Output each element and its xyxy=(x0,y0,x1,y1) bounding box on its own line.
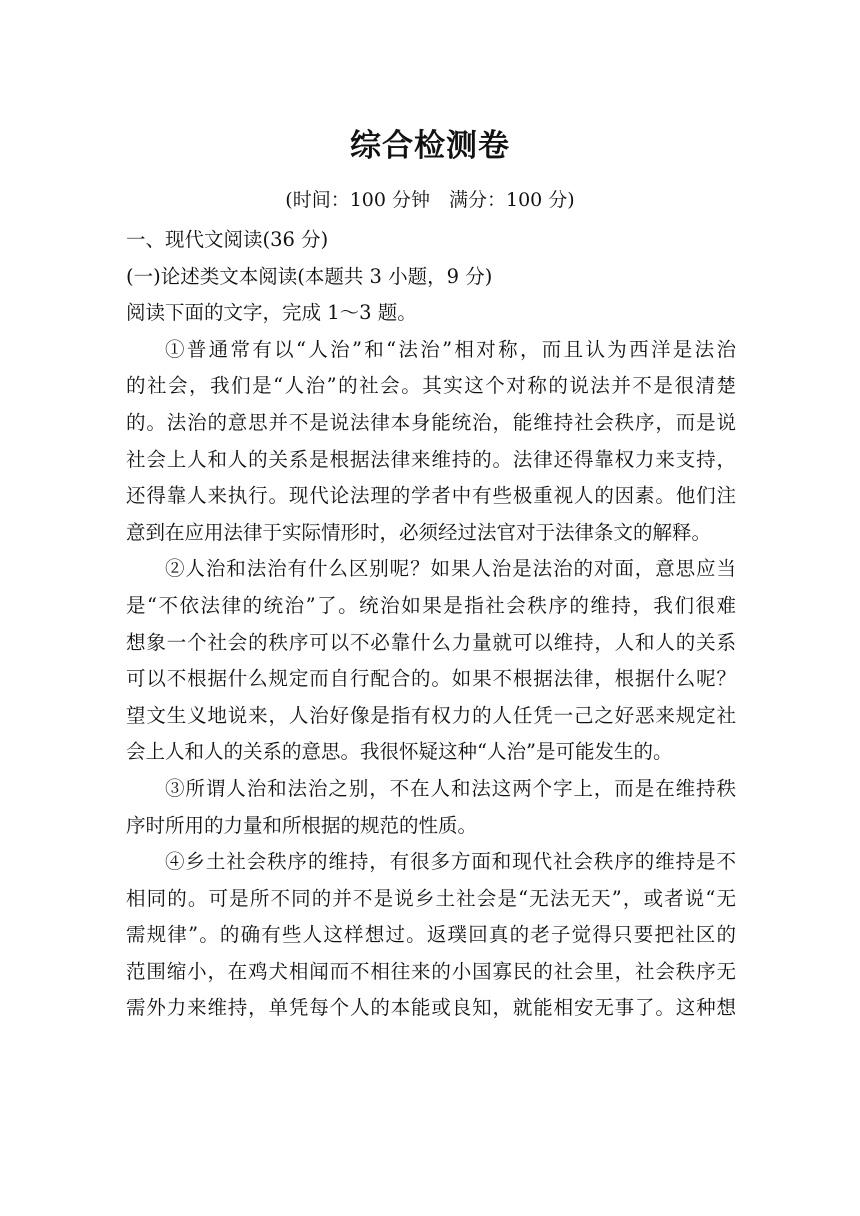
reading-instruction: 阅读下面的文字，完成 1～3 题。 xyxy=(126,301,417,325)
paragraph-1-line: ①普通常有以“人治”和“法治”相对称，而且认为西洋是法治 xyxy=(165,337,736,361)
paragraph-3-line: 序时所用的力量和所根据的规范的性质。 xyxy=(126,813,478,837)
paragraph-4-line: 需规律”。的确有些人这样想过。返璞回真的老子觉得只要把社区的 xyxy=(126,923,736,947)
exam-time-and-score: (时间：100 分钟 满分：100 分) xyxy=(285,189,575,211)
paragraph-4-line: 相同的。可是所不同的并不是说乡土社会是“无法无天”，或者说“无 xyxy=(126,886,736,910)
paragraph-1-line: 的。法治的意思并不是说法律本身能统治，能维持社会秩序，而是说 xyxy=(126,410,736,434)
paragraph-2-line: 会上人和人的关系的意思。我很怀疑这种“人治”是可能发生的。 xyxy=(126,740,673,764)
document-body xyxy=(126,222,736,1027)
paragraph-1-line: 社会上人和人的关系是根据法律来维持的。法律还得靠权力来支持， xyxy=(126,447,736,471)
paragraph-4-line: 范围缩小，在鸡犬相闻而不相往来的小国寡民的社会里，社会秩序无 xyxy=(126,959,736,983)
page-title: 综合检测卷 xyxy=(350,128,510,164)
paragraph-2-line: 可以不根据什么规定而自行配合的。如果不根据法律，根据什么呢？ xyxy=(126,667,736,691)
paragraph-2-line: 想象一个社会的秩序可以不必靠什么力量就可以维持，人和人的关系 xyxy=(126,630,736,654)
paragraph-4-line: 需外力来维持，单凭每个人的本能或良知，就能相安无事了。这种想 xyxy=(126,996,736,1020)
paragraph-4-line: ④乡土社会秩序的维持，有很多方面和现代社会秩序的维持是不 xyxy=(165,850,736,874)
paragraph-1-line: 的社会，我们是“人治”的社会。其实这个对称的说法并不是很清楚 xyxy=(126,374,736,398)
paragraph-1-line: 意到在应用法律于实际情形时，必须经过法官对于法律条文的解释。 xyxy=(126,520,712,544)
paragraph-3-line: ③所谓人治和法治之别，不在人和法这两个字上，而是在维持秩 xyxy=(165,776,736,800)
paragraph-1-line: 还得靠人来执行。现代论法理的学者中有些极重视人的因素。他们注 xyxy=(126,484,736,508)
paragraph-2-line: 是“不依法律的统治”了。统治如果是指社会秩序的维持，我们很难 xyxy=(126,593,736,617)
paragraph-2-line: 望文生义地说来，人治好像是指有权力的人任凭一己之好恶来规定社 xyxy=(126,703,736,727)
paragraph-2-line: ②人治和法治有什么区别呢？如果人治是法治的对面，意思应当 xyxy=(165,557,736,581)
section-heading: 一、现代文阅读(36 分) xyxy=(126,228,329,251)
subsection-heading: (一)论述类文本阅读(本题共 3 小题，9 分) xyxy=(126,264,493,288)
